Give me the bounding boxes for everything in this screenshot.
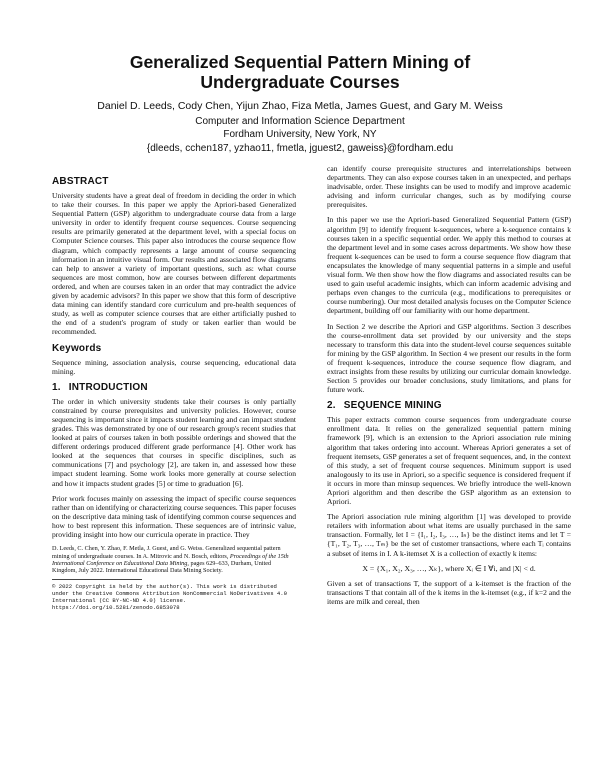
left-column bbox=[52, 170, 296, 614]
footnote-rule bbox=[52, 579, 142, 580]
title-line-2: Undergraduate Courses bbox=[200, 72, 400, 92]
itemset-formula: X = {X₁, X₂, X₃, …, Xₖ}, where Xᵢ ∈ I ∀i, and |X| < d. bbox=[362, 563, 536, 573]
citation-venue: Proceedings of the 15th International Conference on Educational Data Mining bbox=[52, 552, 289, 567]
section-number: 1. bbox=[52, 381, 61, 393]
right-column bbox=[327, 164, 571, 612]
citation-suffix: , pages 629–633, Durham, United Kingdom, July 2022. International Educational Data Mining Society. bbox=[52, 559, 272, 575]
citation-prefix: D. Leeds, C. Chen, Y. Zhao, F. Metla, J. Guest, and G. Weiss. Generalized sequential pattern mining of undergraduate courses. In A. Mitrovic and N. Bosch, editors, bbox=[52, 545, 281, 560]
section-title: INTRODUCTION bbox=[68, 381, 148, 393]
introduction-heading bbox=[52, 382, 296, 394]
author-emails: {dleeds, cchen187, yzhao11, fmetla, jguest2, gaweiss}@fordham.edu bbox=[146, 142, 454, 154]
seq-paragraph-3: Given a set of transactions T, the support of a k-itemset is the fraction of the transactions T that contain all of the k items in the k-itemset (e.g., if k=2 and the items are milk and cereal, then bbox=[327, 578, 571, 606]
paper-title bbox=[0, 52, 600, 92]
author-names: Daniel D. Leeds, Cody Chen, Yijun Zhao, Fiza Metla, James Guest, and Gary M. Weiss bbox=[97, 100, 503, 112]
keywords-heading: Keywords bbox=[52, 342, 102, 354]
author-university: Fordham University, New York, NY bbox=[223, 129, 377, 140]
title-line-1: Generalized Sequential Pattern Mining of bbox=[129, 52, 471, 72]
author-block bbox=[0, 100, 600, 155]
intro-paragraph-2: Prior work focuses mainly on assessing the impact of specific course sequences rather than on identifying or characterizing course sequences. This paper focuses on the descriptive data mining task of identifying common course sequences and how to best represent this information. These sequences are of intrinsic value, providing insight into how our curricula operate in practice. They bbox=[52, 493, 296, 539]
citation-footnote bbox=[52, 545, 296, 575]
seq-paragraph-1: This paper extracts common course sequences from undergraduate course enrollment data. It relies on the generalized sequential pattern mining framework [9], which is an extension to the Apriori association rule mining algorithm that takes ordering into account. Whereas Apriori generates a set of frequent itemsets, GSP generates a set of frequent sequences, and, in the context of this study, a set of frequent course sequences. Minimum support is used analogously to its use in Apriori, so a specific sequence is considered frequent if it occurs in more than minsup sequences. We briefly introduce the well-known Apriori algorithm and then describe the GSP algorithm as an extension to Apriori. bbox=[327, 415, 571, 507]
right-paragraph-1: can identify course prerequisite structures and interrelationships between departments. They can also expose courses taken in an unexpected, and perhaps inadvisable, order. These insights can be used to modify and improve academic advising and inform curricular changes, such as by modifying course prerequisites. bbox=[327, 164, 571, 210]
abstract-heading: ABSTRACT bbox=[52, 176, 109, 187]
right-paragraph-2: In this paper we use the Apriori-based Generalized Sequential Pattern (GSP) algorithm [9] to identify frequent k-sequences, where a k-sequence contains k courses taken in a specific sequential order. We apply this method to courses at the department level and in some cases across departments. We show how these frequent k-sequences can be used to form a course sequence flow diagram that encapsulates the knowledge of many sequential patterns in a simple and useful visual form. We then show how the flow diagrams and associated results can be used to gain useful academic insights, which can inform academic advising and perhaps even changes to the curricula (e.g., modifications to prerequisites or course numbering). Our most detailed analysis focuses on the Computer Science department, building off our familiarity with our home department. bbox=[327, 215, 571, 316]
section-number: 2. bbox=[327, 400, 336, 412]
section-title: SEQUENCE MINING bbox=[343, 400, 442, 412]
intro-paragraph-1: The order in which university students take their courses is only partially constrained by course prerequisites and university policies. However, course sequencing is important since it impacts student learning and can impact student grades. This was demonstrated by one of our research group's recent studies that looked at pairs of courses taken in both possible orderings and showed that the different orderings produced different grade performance [4]. Other work has looked at the sequences that courses in specific disciplines, such as communications [7] and psychology [2], are taken in, and assessed how these impact student learning. Some work looks more generally at course selection and how it impacts student grades [5] or time to graduation [6]. bbox=[52, 396, 296, 488]
seq-paragraph-2: The Apriori association rule mining algorithm [1] was developed to provide retailers with information about what items are usually purchased in the same transaction. Formally, let I = {I₁, I₂, I₃, …, Iₙ} be the distinct items and let T = {T₁, T₂, T₃, …, Tₘ} be the set of customer transactions, where each Tᵢ contains a subset of items in I. A k-itemset X is a collection of exactly k items: bbox=[327, 512, 571, 558]
keywords-text: Sequence mining, association analysis, course sequencing, educational data mining. bbox=[52, 357, 296, 376]
right-paragraph-3: In Section 2 we describe the Apriori and GSP algorithms. Section 3 describes the course-enrollment data set provided by our university and the steps necessary to transform this data into the student-level course sequences suitable for mining by the GSP algorithm. In Section 4 we present our results in the form of frequent k-sequences, introduce the course sequence flow diagram, and extract insights from these results by utilizing our curricular domain knowledge. Section 5 provides our broader conclusions, study limitations, and plans for future work. bbox=[327, 321, 571, 395]
footnote-block bbox=[52, 545, 296, 611]
sequence-mining-heading bbox=[327, 400, 571, 412]
license-footnote: © 2022 Copyright is held by the author(s). This work is distributed under the Creative Commons Attribution NonCommercial NoDerivatives 4.0 International (CC BY-NC-ND 4.0) license. https://doi.org/10.5281/zenodo.6853078 bbox=[52, 582, 287, 611]
abstract-text: University students have a great deal of freedom in deciding the order in which to take their courses. In this paper we apply the Apriori-based Generalized Sequential Pattern (GSP) algorithm to undergraduate course data from a large university in order to identify frequent course sequences. Course sequencing results are primarily generated at the department level, with a special focus on Computer Science courses. This paper also introduces the course sequence flow diagram, which compactly represents a large amount of course sequencing information in an intuitive visual form. Our results and associated flow diagrams can help to answer a variety of important questions, such as: what course sequences are most common, how are courses between different departments ordered, and when are courses taken in an order that may contradict the advice given by academic advisors? In this paper we show that this form of descriptive data mining can identify standard core curriculum and pre-health sequences of study, as well as computer science courses that are either artificially pushed to the end of a student's program of study or taken earlier than would be recommended. bbox=[52, 191, 296, 337]
author-department: Computer and Information Science Department bbox=[195, 115, 405, 127]
